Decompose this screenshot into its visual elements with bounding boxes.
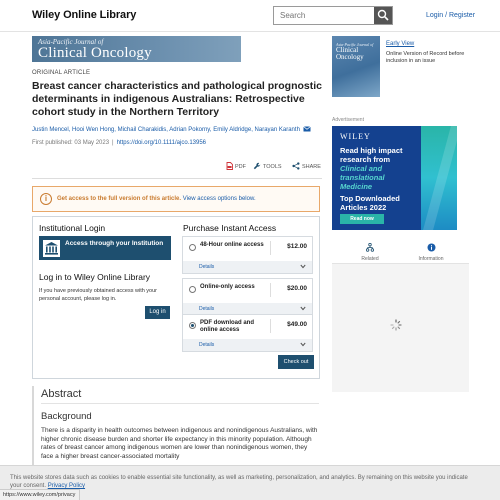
notice-bold: Get access to the full version of this article. bbox=[57, 196, 182, 202]
option-label: PDF download and online access bbox=[200, 320, 254, 333]
email-icon[interactable] bbox=[303, 126, 311, 132]
status-url: https://www.wiley.com/privacy bbox=[0, 489, 80, 500]
view-access-options-link[interactable]: View access options below. bbox=[182, 196, 256, 202]
purchase-heading: Purchase Instant Access bbox=[183, 223, 277, 233]
details-toggle[interactable] bbox=[183, 261, 312, 273]
purchase-option-online-only[interactable] bbox=[182, 278, 313, 316]
article-type: ORIGINAL ARTICLE bbox=[32, 70, 91, 76]
search-input[interactable] bbox=[274, 7, 375, 24]
details-label: Details bbox=[199, 264, 215, 270]
institution-access-label: Access through your Institution bbox=[65, 240, 164, 247]
option-price: $20.00 bbox=[287, 285, 307, 292]
tab-related[interactable] bbox=[336, 240, 404, 264]
abstract-side-bar bbox=[32, 386, 34, 466]
details-toggle[interactable] bbox=[183, 339, 312, 351]
check-out-button[interactable]: Check out bbox=[278, 355, 314, 369]
access-notice bbox=[32, 186, 320, 212]
search-box bbox=[273, 6, 393, 25]
tab-information[interactable] bbox=[397, 240, 465, 264]
advertisement-label: Advertisement bbox=[332, 117, 364, 123]
log-in-button[interactable]: Log in bbox=[145, 306, 170, 319]
ad-text: translational bbox=[340, 173, 385, 182]
ad-text: research from bbox=[340, 155, 391, 164]
institution-access-button[interactable] bbox=[39, 236, 171, 260]
cookie-text bbox=[10, 474, 480, 490]
chevron-down-icon bbox=[300, 306, 306, 311]
wrench-icon bbox=[253, 162, 261, 170]
option-divider bbox=[270, 319, 271, 333]
journal-cover[interactable] bbox=[332, 36, 380, 97]
related-icon bbox=[366, 243, 374, 252]
author-list[interactable] bbox=[32, 126, 322, 134]
notice-text bbox=[57, 196, 256, 202]
option-label: 48-Hour online access bbox=[200, 242, 264, 248]
journal-banner-subtitle: Asia-Pacific Journal of bbox=[38, 38, 104, 46]
radio-button-selected[interactable] bbox=[189, 322, 196, 329]
doi-link[interactable]: https://doi.org/10.1111/ajco.13956 bbox=[116, 140, 207, 146]
advertisement-banner[interactable] bbox=[332, 126, 457, 230]
abstract-heading: Abstract bbox=[41, 388, 82, 400]
sidebar-panel bbox=[332, 264, 469, 392]
tab-related-label: Related bbox=[361, 256, 379, 262]
tools-label: TOOLS bbox=[263, 164, 282, 170]
published-date: First published: 03 May 2023 bbox=[32, 140, 110, 146]
access-panel bbox=[32, 216, 320, 379]
search-icon bbox=[377, 9, 389, 21]
info-icon: i bbox=[40, 193, 52, 205]
background-heading: Background bbox=[41, 411, 92, 422]
share-button[interactable] bbox=[292, 162, 321, 170]
journal-banner-title: Clinical Oncology bbox=[38, 45, 152, 61]
ad-text: Read high impact bbox=[340, 146, 403, 155]
radio-button[interactable] bbox=[189, 286, 196, 293]
chevron-down-icon bbox=[300, 342, 306, 347]
cookie-message: This website stores data such as cookies to enable essential site functionality, as well as marketing, personalization, and analytics. By remaining on this website you indicate your consent. bbox=[10, 475, 468, 489]
pdf-label: PDF bbox=[235, 164, 246, 170]
wol-login-text: If you have previously obtained access with your personal account, please log in. bbox=[39, 288, 158, 302]
pdf-icon bbox=[226, 162, 233, 170]
ad-read-now-button[interactable]: Read now bbox=[340, 214, 384, 224]
option-price: $12.00 bbox=[287, 243, 307, 250]
institution-icon bbox=[43, 240, 60, 257]
divider bbox=[41, 403, 319, 404]
share-icon bbox=[292, 162, 300, 170]
chevron-down-icon bbox=[300, 264, 306, 269]
early-view-description: Online Version of Record before inclusion in an issue bbox=[386, 51, 465, 64]
author-names[interactable]: Justin Mencel, Hooi Wen Hong, Michail Charakidis, Adrian Pokorny, Emily Aldridge, Narayan Karanth bbox=[32, 127, 300, 133]
option-price: $49.00 bbox=[287, 321, 307, 328]
cover-subtitle: Asia-Pacific Journal of bbox=[336, 42, 374, 47]
publication-line bbox=[32, 140, 206, 146]
site-logo[interactable]: Wiley Online Library bbox=[32, 9, 137, 21]
option-divider bbox=[270, 241, 271, 255]
option-divider bbox=[270, 283, 271, 297]
purchase-option-pdf-online[interactable] bbox=[182, 314, 313, 352]
cover-title: Clinical Oncology bbox=[336, 46, 364, 61]
radio-button[interactable] bbox=[189, 244, 196, 251]
article-title: Breast cancer characteristics and pathological prognostic determinants in indigenous Australians: Retrospective cohort study in the Northern Territory bbox=[32, 80, 323, 118]
sidebar-tabs bbox=[332, 240, 469, 264]
ad-text: Medicine bbox=[340, 182, 373, 191]
purchase-option-48-hour[interactable] bbox=[182, 236, 313, 274]
abstract-text: There is a disparity in health outcomes between indigenous and nonindigenous Australians, with higher chronic disease burden and shorter life expectancy in this minority population. Although rates of breast cancer among indigenous women are lower than nonindigenous women, they face a higher breast cancer-associated mortality bbox=[41, 427, 318, 460]
institutional-login-heading: Institutional Login bbox=[39, 223, 106, 233]
tools-button[interactable] bbox=[253, 162, 282, 170]
option-label: Online-only access bbox=[200, 284, 255, 290]
information-icon bbox=[427, 243, 436, 252]
wol-login-heading: Log in to Wiley Online Library bbox=[39, 272, 151, 282]
early-view-link[interactable]: Early View bbox=[386, 41, 415, 47]
details-label: Details bbox=[199, 306, 215, 312]
divider bbox=[32, 178, 322, 179]
tab-information-label: Information bbox=[418, 256, 444, 262]
separator: | bbox=[112, 140, 114, 146]
search-button[interactable] bbox=[374, 7, 392, 24]
privacy-policy-link[interactable]: Privacy Policy bbox=[47, 483, 86, 489]
share-label: SHARE bbox=[302, 164, 321, 170]
login-register-link[interactable]: Login / Register bbox=[426, 12, 476, 19]
pdf-button[interactable] bbox=[226, 162, 246, 170]
site-header bbox=[0, 0, 500, 32]
details-label: Details bbox=[199, 342, 215, 348]
ad-text: Clinical and bbox=[340, 164, 383, 173]
journal-banner[interactable] bbox=[32, 36, 241, 62]
ad-headline: Top Downloaded Articles 2022 bbox=[340, 194, 400, 212]
loading-spinner-icon bbox=[390, 319, 402, 331]
ad-logo: WILEY bbox=[340, 132, 371, 141]
